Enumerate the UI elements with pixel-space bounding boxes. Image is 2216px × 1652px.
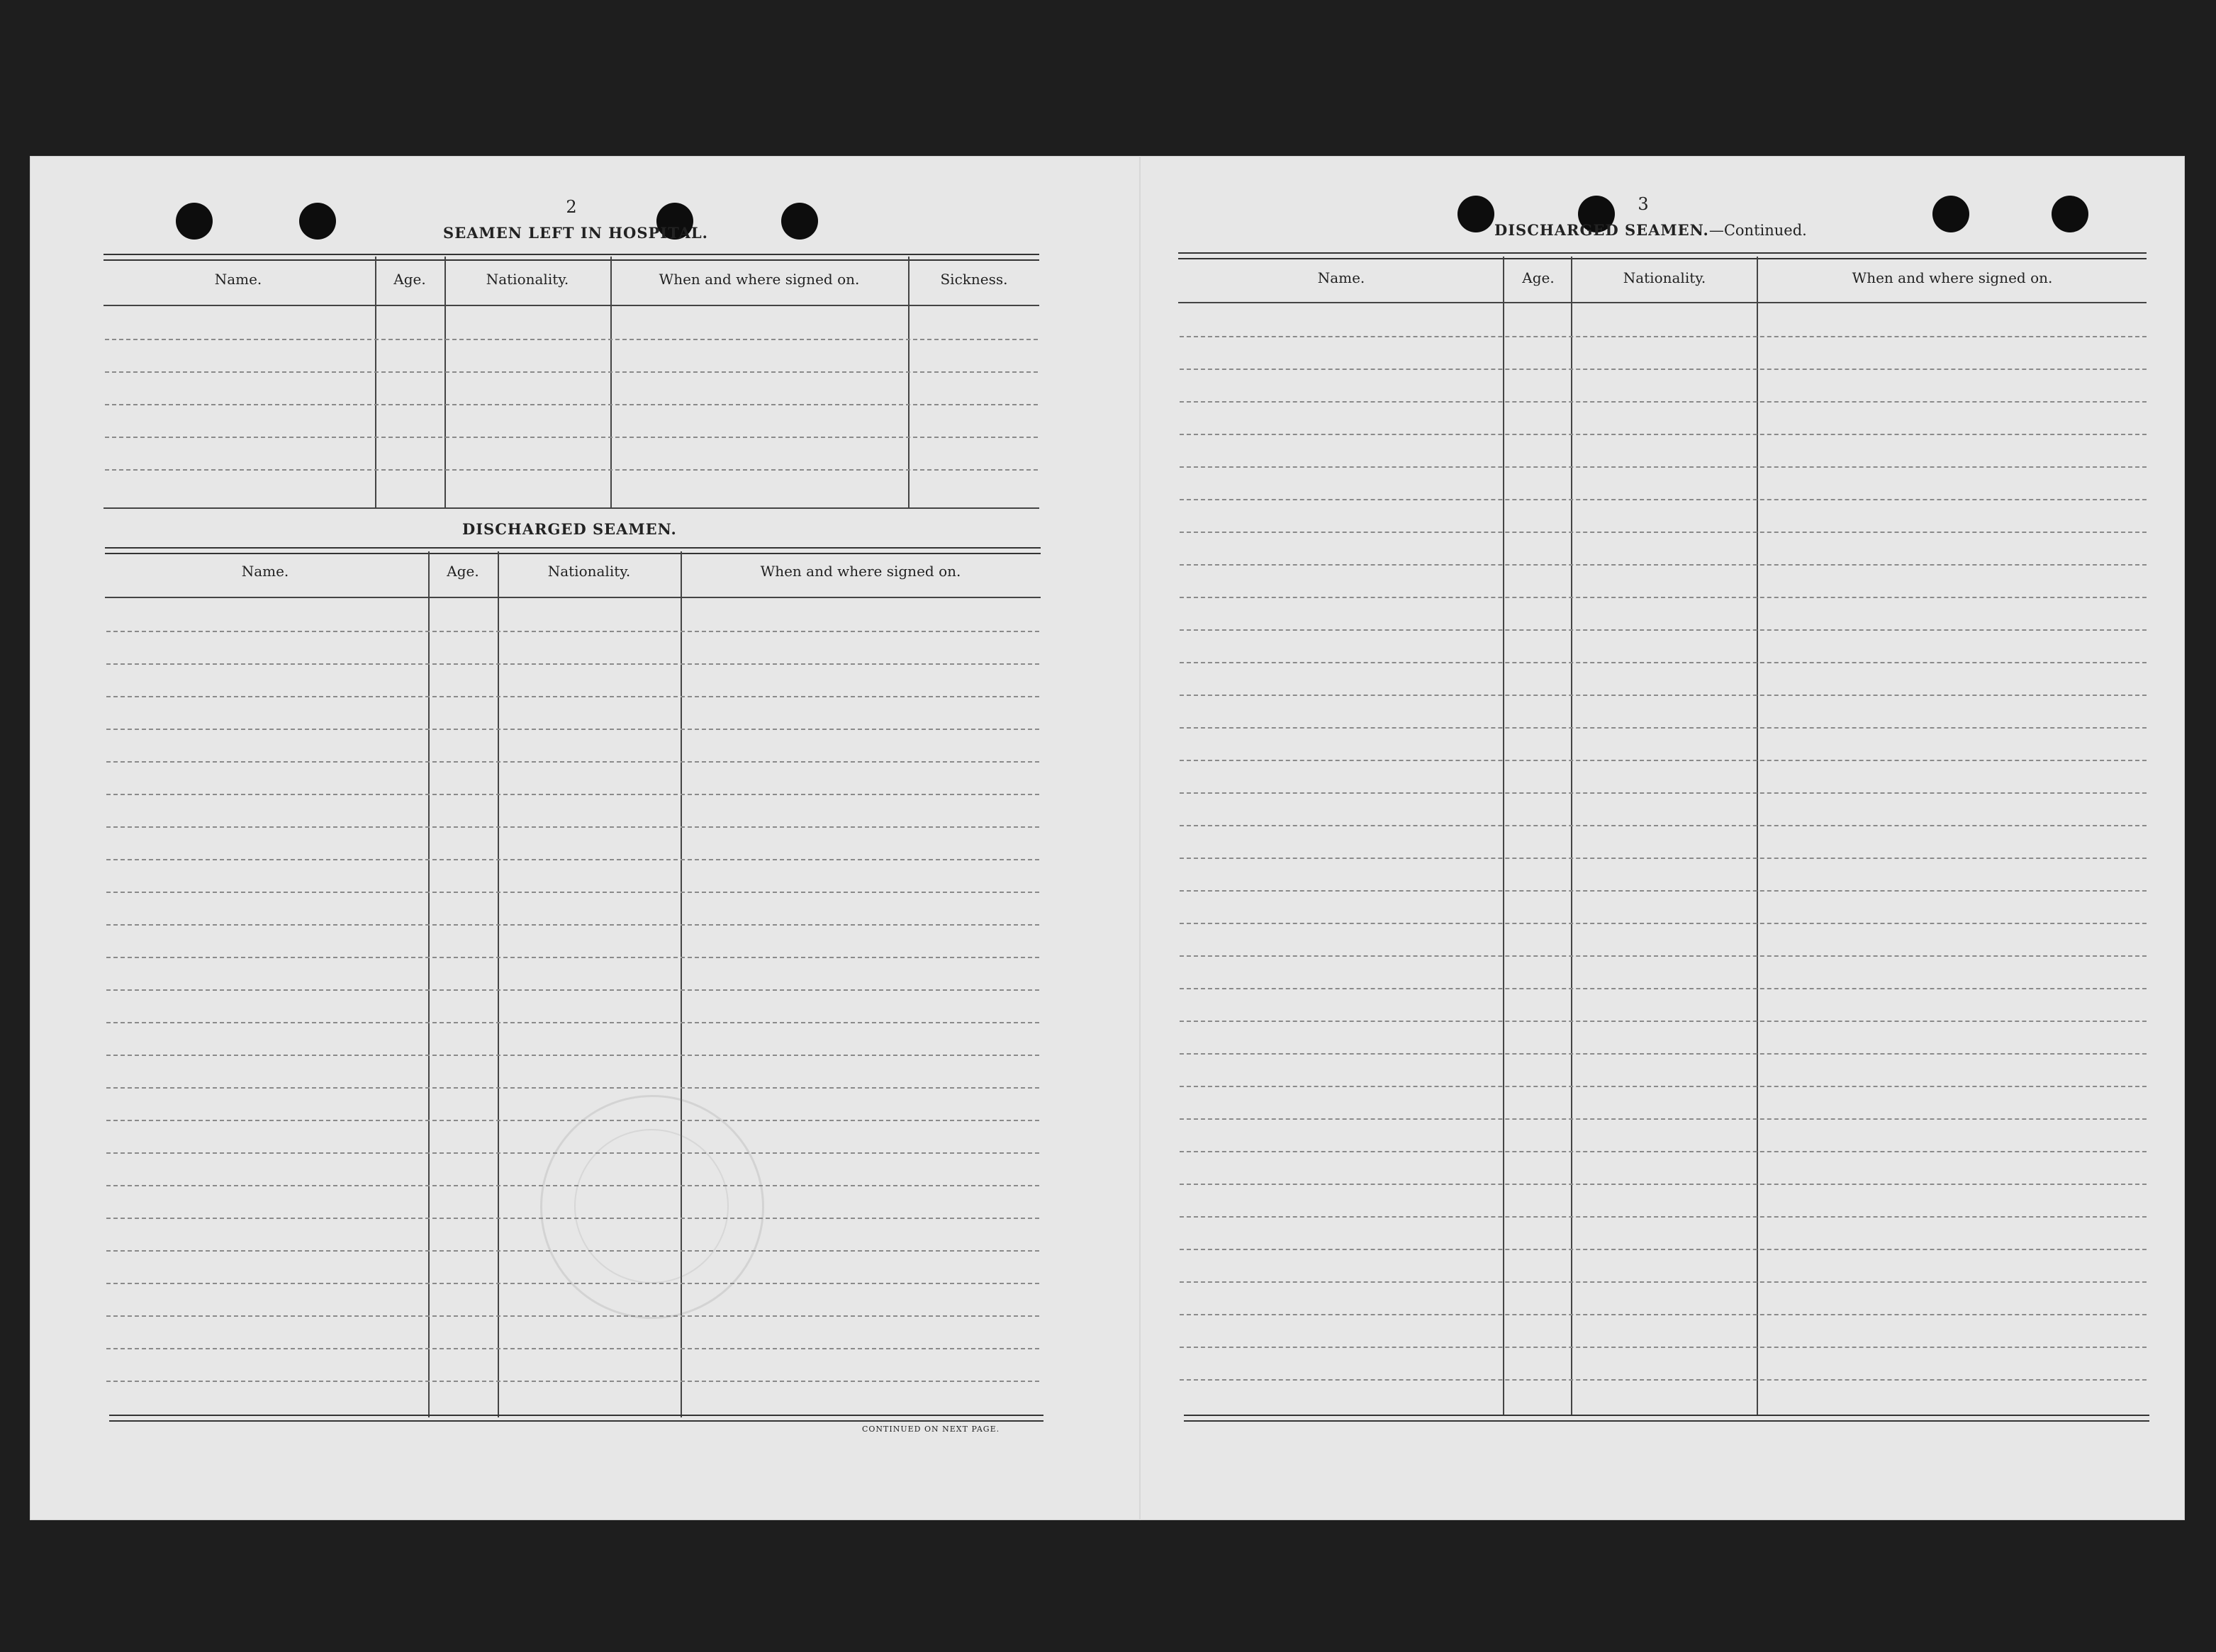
- right-header-rule: [1178, 302, 2147, 303]
- discharged-entry-line: [106, 826, 1039, 828]
- discharged-entry-line: [106, 924, 1039, 926]
- hospital-entry-line: [105, 437, 1038, 438]
- right-entry-line: [1180, 1151, 2147, 1152]
- right-entry-line: [1180, 629, 2147, 631]
- faded-stamp: [540, 1095, 764, 1319]
- right-entry-line: [1180, 1281, 2147, 1283]
- right-entry-line: [1180, 1216, 2147, 1218]
- right-entry-line: [1180, 792, 2147, 794]
- page-number-left: 2: [566, 197, 577, 217]
- right-entry-line: [1180, 1249, 2147, 1250]
- discharged-col-age: Age.: [447, 563, 479, 580]
- discharged-col-name: Name.: [241, 563, 289, 580]
- discharged-entry-line: [106, 729, 1039, 730]
- right-col-signed-on: When and where signed on.: [1852, 269, 2053, 286]
- binding-hole: [781, 203, 818, 240]
- right-col-divider: [1757, 257, 1758, 1416]
- hospital-entry-line: [105, 469, 1038, 471]
- right-entry-line: [1180, 564, 2147, 566]
- right-entry-line: [1180, 760, 2147, 761]
- discharged-col-nationality: Nationality.: [547, 563, 631, 580]
- right-entry-line: [1180, 825, 2147, 826]
- right-entry-line: [1180, 988, 2147, 989]
- hospital-col-age: Age.: [393, 271, 426, 288]
- right-title-continued: —Continued.: [1708, 222, 1807, 239]
- right-col-nationality: Nationality.: [1623, 269, 1706, 286]
- right-entry-line: [1180, 466, 2147, 468]
- right-col-name: Name.: [1317, 269, 1365, 286]
- hospital-col-sickness: Sickness.: [940, 271, 1008, 288]
- discharged-entry-line: [106, 989, 1039, 991]
- right-entry-line: [1180, 369, 2147, 370]
- right-entry-line: [1180, 401, 2147, 403]
- hospital-section-title: SEAMEN LEFT IN HOSPITAL.: [443, 224, 708, 242]
- right-col-divider: [1503, 257, 1504, 1416]
- page-number-right: 3: [1638, 194, 1649, 214]
- hospital-header-rule: [103, 305, 1039, 306]
- hospital-bottom-rule: [103, 507, 1039, 509]
- right-entry-line: [1180, 336, 2147, 337]
- right-entry-line: [1180, 499, 2147, 500]
- right-col-age: Age.: [1522, 269, 1555, 286]
- right-entry-line: [1180, 1347, 2147, 1348]
- hospital-col-nationality: Nationality.: [486, 271, 569, 288]
- right-entry-line: [1180, 727, 2147, 729]
- right-section-title: [1494, 221, 1813, 239]
- discharged-entry-line: [106, 696, 1039, 697]
- discharged-entry-line: [106, 1087, 1039, 1089]
- discharged-header-rule: [105, 597, 1041, 598]
- hospital-col-name: Name.: [214, 271, 262, 288]
- right-entry-line: [1180, 532, 2147, 533]
- discharged-entry-line: [106, 1381, 1039, 1382]
- right-col-divider: [1571, 257, 1572, 1416]
- discharged-entry-line: [106, 1315, 1039, 1317]
- right-entry-line: [1180, 1379, 2147, 1381]
- continued-footer: CONTINUED ON NEXT PAGE.: [862, 1425, 1000, 1434]
- discharged-col-divider: [498, 551, 499, 1417]
- discharged-entry-line: [106, 859, 1039, 860]
- discharged-entry-line: [106, 1120, 1039, 1121]
- right-bottom-rule: [1184, 1415, 2149, 1422]
- discharged-entry-line: [106, 761, 1039, 763]
- right-entry-line: [1180, 1053, 2147, 1055]
- hospital-entry-line: [105, 339, 1038, 340]
- right-entry-line: [1180, 955, 2147, 957]
- hospital-top-rule: [103, 254, 1039, 261]
- binding-hole: [299, 203, 336, 240]
- right-entry-line: [1180, 695, 2147, 696]
- discharged-entry-line: [106, 1348, 1039, 1349]
- binding-hole: [1457, 196, 1494, 232]
- binding-hole: [2052, 196, 2088, 232]
- right-entry-line: [1180, 434, 2147, 435]
- right-entry-line: [1180, 1118, 2147, 1120]
- center-fold: [1139, 156, 1141, 1520]
- right-entry-line: [1180, 1184, 2147, 1185]
- hospital-entry-line: [105, 404, 1038, 405]
- hospital-col-signed-on: When and where signed on.: [659, 271, 860, 288]
- right-entry-line: [1180, 858, 2147, 859]
- discharged-bottom-rule: [109, 1415, 1043, 1422]
- right-entry-line: [1180, 662, 2147, 663]
- discharged-entry-line: [106, 892, 1039, 893]
- discharged-entry-line: [106, 631, 1039, 632]
- right-entry-line: [1180, 1086, 2147, 1087]
- discharged-top-rule: [105, 547, 1041, 554]
- right-top-rule: [1178, 252, 2147, 259]
- discharged-col-signed-on: When and where signed on.: [760, 563, 961, 580]
- right-entry-line: [1180, 890, 2147, 892]
- right-entry-line: [1180, 923, 2147, 924]
- document-sheet: [30, 156, 2185, 1520]
- discharged-entry-line: [106, 957, 1039, 958]
- discharged-section-title: DISCHARGED SEAMEN.: [462, 520, 677, 538]
- right-entry-line: [1180, 597, 2147, 598]
- binding-hole: [176, 203, 213, 240]
- discharged-entry-line: [106, 1055, 1039, 1056]
- hospital-entry-line: [105, 371, 1038, 373]
- discharged-entry-line: [106, 663, 1039, 665]
- right-entry-line: [1180, 1314, 2147, 1315]
- binding-hole: [1932, 196, 1969, 232]
- right-title-main: DISCHARGED SEAMEN.: [1494, 221, 1709, 239]
- right-entry-line: [1180, 1021, 2147, 1022]
- discharged-entry-line: [106, 1022, 1039, 1023]
- discharged-entry-line: [106, 794, 1039, 795]
- discharged-col-divider: [428, 551, 430, 1417]
